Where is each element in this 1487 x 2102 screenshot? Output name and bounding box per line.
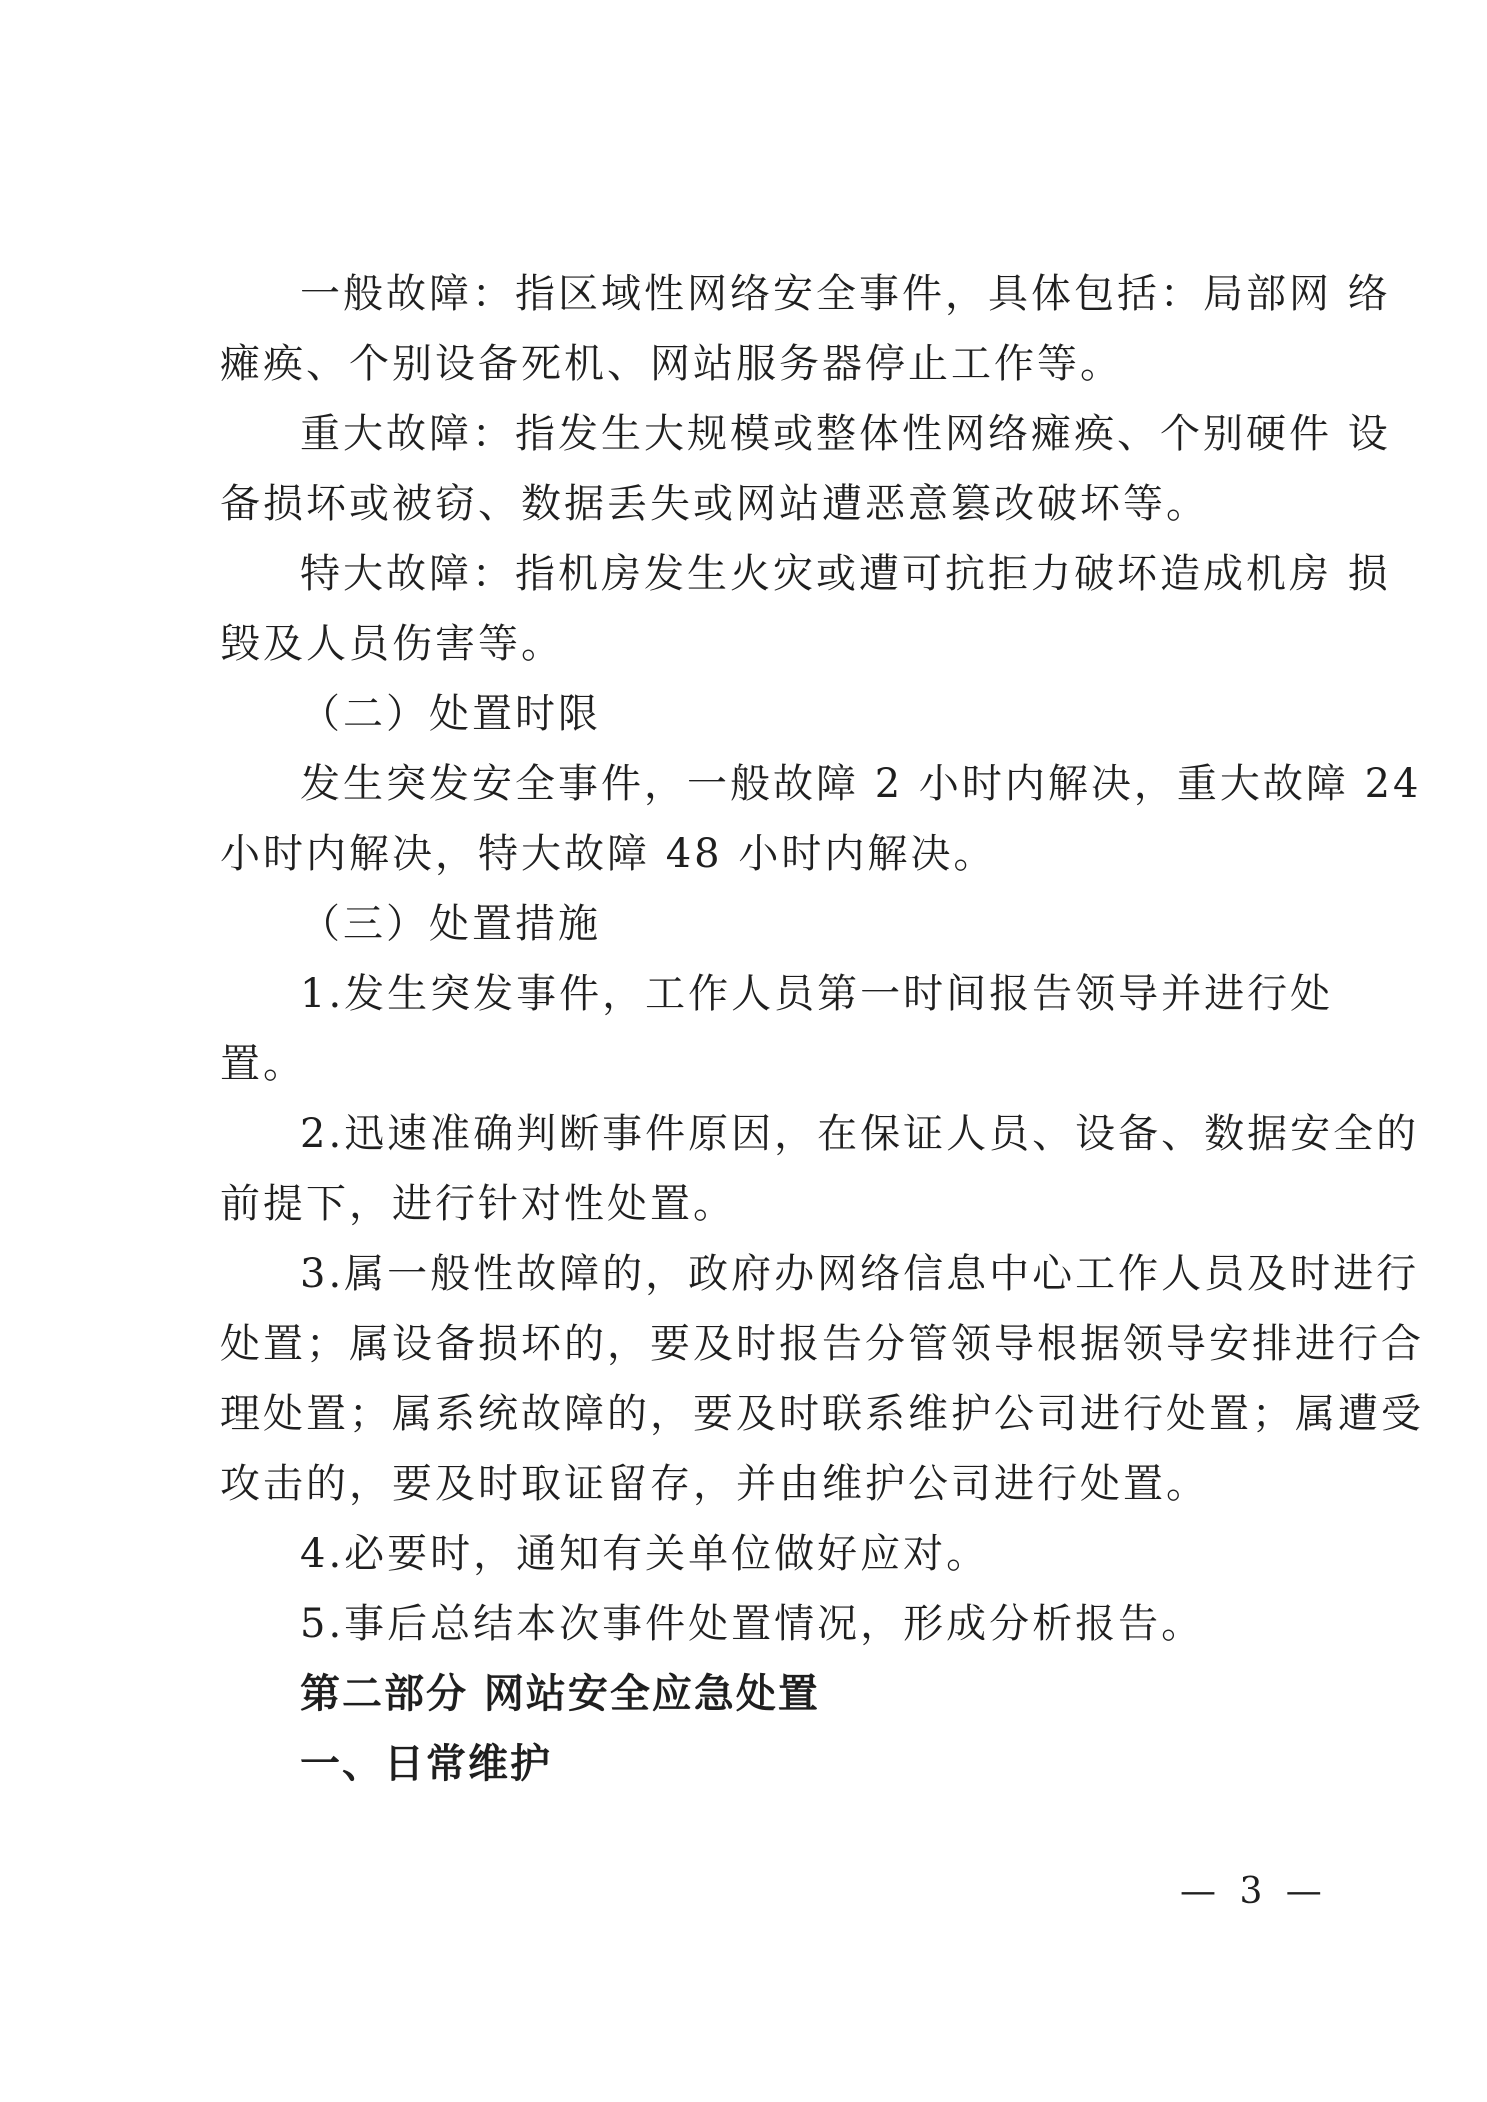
list-item-1-continued: 置。 (220, 1041, 306, 1087)
list-item-3-continued: 攻击的，要及时取证留存，并由维护公司进行处置。 (220, 1461, 1209, 1507)
paragraph-line: 特大故障：指机房发生火灾或遭可抗拒力破坏造成机房 损 (300, 551, 1391, 597)
list-item-3-continued: 理处置；属系统故障的，要及时联系维护公司进行处置；属遭受 (220, 1391, 1424, 1437)
section-heading: 第二部分 网站安全应急处置 (300, 1671, 820, 1717)
paragraph-line: 毁及人员伤害等。 (220, 621, 564, 667)
list-item-2-continued: 前提下，进行针对性处置。 (220, 1181, 736, 1227)
subheading-disposal-time: （二）处置时限 (300, 691, 601, 737)
subsection-heading: 一、日常维护 (300, 1741, 552, 1787)
subheading-disposal-measures: （三）处置措施 (300, 901, 601, 947)
paragraph-line: 发生突发安全事件，一般故障 2 小时内解决，重大故障 24 (300, 761, 1422, 807)
list-item-2: 2.迅速准确判断事件原因，在保证人员、设备、数据安全的 (300, 1111, 1420, 1157)
list-item-4: 4.必要时，通知有关单位做好应对。 (300, 1531, 990, 1577)
list-item-3: 3.属一般性故障的，政府办网络信息中心工作人员及时进行 (300, 1251, 1420, 1297)
list-item-5: 5.事后总结本次事件处置情况，形成分析报告。 (300, 1601, 1205, 1647)
paragraph-line: 瘫痪、个别设备死机、网站服务器停止工作等。 (220, 341, 1123, 387)
paragraph-line: 一般故障：指区域性网络安全事件，具体包括：局部网 络 (300, 271, 1391, 317)
paragraph-line: 备损坏或被窃、数据丢失或网站遭恶意篡改破坏等。 (220, 481, 1209, 527)
paragraph-line: 重大故障：指发生大规模或整体性网络瘫痪、个别硬件 设 (300, 411, 1391, 457)
paragraph-line: 小时内解决，特大故障 48 小时内解决。 (220, 831, 997, 877)
page-number: — 3 — (1180, 1871, 1328, 1912)
list-item-1: 1.发生突发事件，工作人员第一时间报告领导并进行处 (300, 971, 1334, 1017)
list-item-3-continued: 处置；属设备损坏的，要及时报告分管领导根据领导安排进行合 (220, 1321, 1424, 1367)
